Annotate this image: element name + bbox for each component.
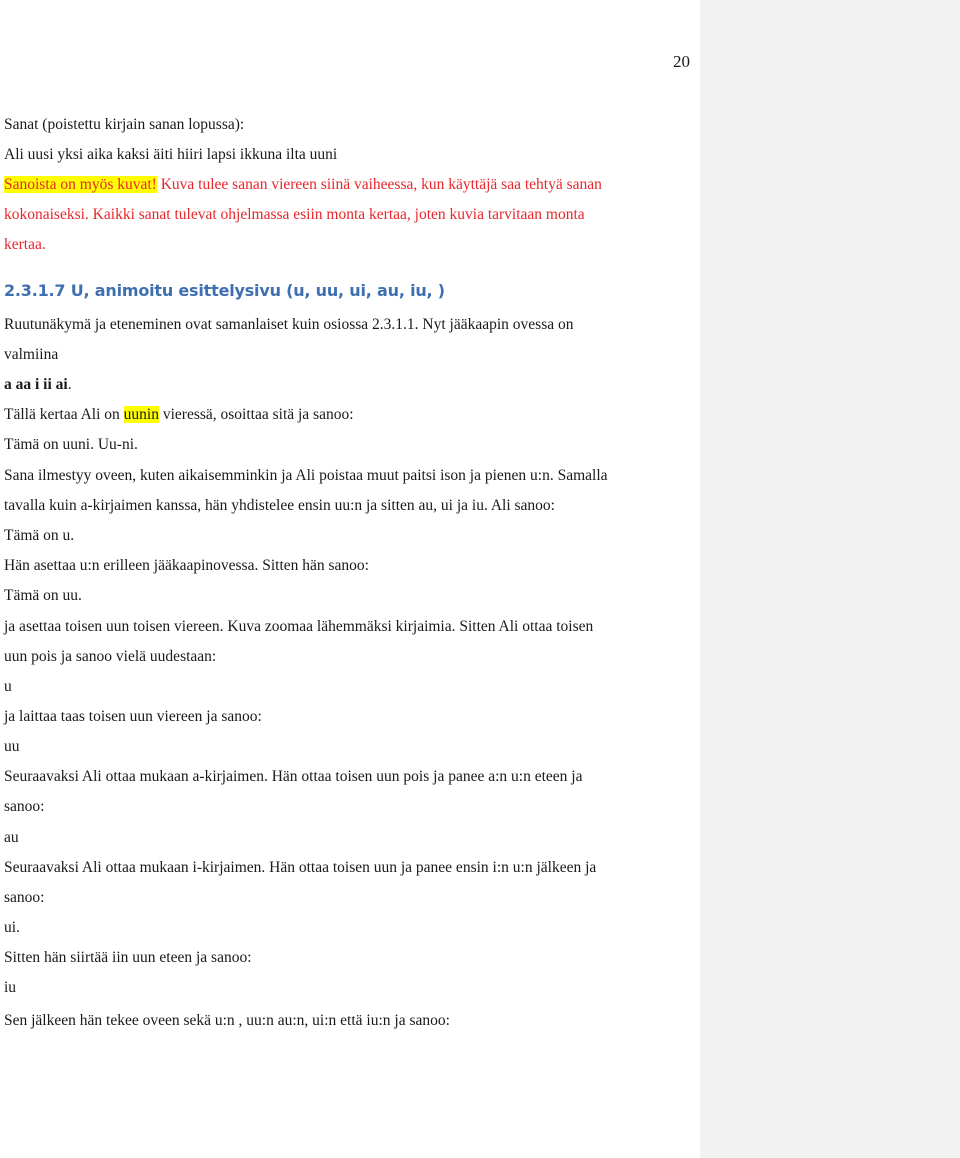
paragraph-line: ja asettaa toisen uun toisen viereen. Kuva zoomaa lähemmäksi kirjaimia. Sitten Ali ottaa toisen xyxy=(4,618,594,635)
highlighted-word: uunin xyxy=(123,406,159,423)
paragraph-line: tavalla kuin a-kirjaimen kanssa, hän yhdistelee ensin uu:n ja sitten au, ui ja iu. Ali sanoo: xyxy=(4,497,555,514)
paragraph-line: Seuraavaksi Ali ottaa mukaan i-kirjaimen. Hän ottaa toisen uun ja panee ensin i:n u:n jälkeen ja xyxy=(4,859,597,876)
red-note-line: kertaa. xyxy=(4,236,46,253)
paragraph-line: Ali uusi yksi aika kaksi äiti hiiri lapsi ikkuna ilta uuni xyxy=(4,146,338,163)
paragraph-line: uun pois ja sanoo vielä uudestaan: xyxy=(4,648,217,665)
paragraph-line: Tällä kertaa Ali on uunin vieressä, osoittaa sitä ja sanoo: xyxy=(4,406,354,423)
highlighted-text: Sanoista on myös kuvat! xyxy=(4,176,157,193)
paragraph-line: ja laittaa taas toisen uun viereen ja sanoo: xyxy=(4,708,262,725)
section-heading: 2.3.1.7 U, animoitu esittelysivu (u, uu, ui, au, iu, ) xyxy=(4,281,445,300)
paragraph-line: ui. xyxy=(4,919,20,936)
paragraph-line: Sen jälkeen hän tekee oveen sekä u:n , uu:n au:n, ui:n että iu:n ja sanoo: xyxy=(4,1012,450,1029)
paragraph-line: au xyxy=(4,829,19,846)
paragraph-line: uu xyxy=(4,738,20,755)
paragraph-line: Tämä on uu. xyxy=(4,587,82,604)
paragraph-line: Seuraavaksi Ali ottaa mukaan a-kirjaimen. Hän ottaa toisen uun pois ja panee a:n u:n eteen ja xyxy=(4,768,583,785)
paragraph-line: Hän asettaa u:n erilleen jääkaapinovessa. Sitten hän sanoo: xyxy=(4,557,369,574)
paragraph-line: sanoo: xyxy=(4,889,45,906)
paragraph-line: Sitten hän siirtää iin uun eteen ja sanoo: xyxy=(4,949,252,966)
comment-margin-pane xyxy=(700,0,960,1158)
paragraph-line: Tämä on uuni. Uu-ni. xyxy=(4,436,138,453)
paragraph-line: a aa i ii ai. xyxy=(4,376,72,393)
paragraph-line: u xyxy=(4,678,12,695)
red-note-line: kokonaiseksi. Kaikki sanat tulevat ohjelmassa esiin monta kertaa, joten kuvia tarvitaan monta xyxy=(4,206,585,223)
paragraph-line: iu xyxy=(4,979,17,996)
page-number: 20 xyxy=(673,52,690,71)
paragraph-line: sanoo: xyxy=(4,798,45,815)
bold-letters: a aa i ii ai xyxy=(4,376,68,393)
red-note-line xyxy=(4,175,602,195)
paragraph-line: Sana ilmestyy oveen, kuten aikaisemminkin ja Ali poistaa muut paitsi ison ja pienen u:n. Samalla xyxy=(4,467,608,484)
red-note-text: Kuva tulee sanan viereen siinä vaiheessa, kun käyttäjä saa tehtyä sanan xyxy=(156,176,602,193)
paragraph-line: Ruutunäkymä ja eteneminen ovat samanlaiset kuin osiossa 2.3.1.1. Nyt jääkaapin ovessa on xyxy=(4,316,574,333)
paragraph-line: Sanat (poistettu kirjain sanan lopussa): xyxy=(4,116,245,133)
paragraph-line: Tämä on u. xyxy=(4,527,75,544)
paragraph-line: valmiina xyxy=(4,346,59,363)
